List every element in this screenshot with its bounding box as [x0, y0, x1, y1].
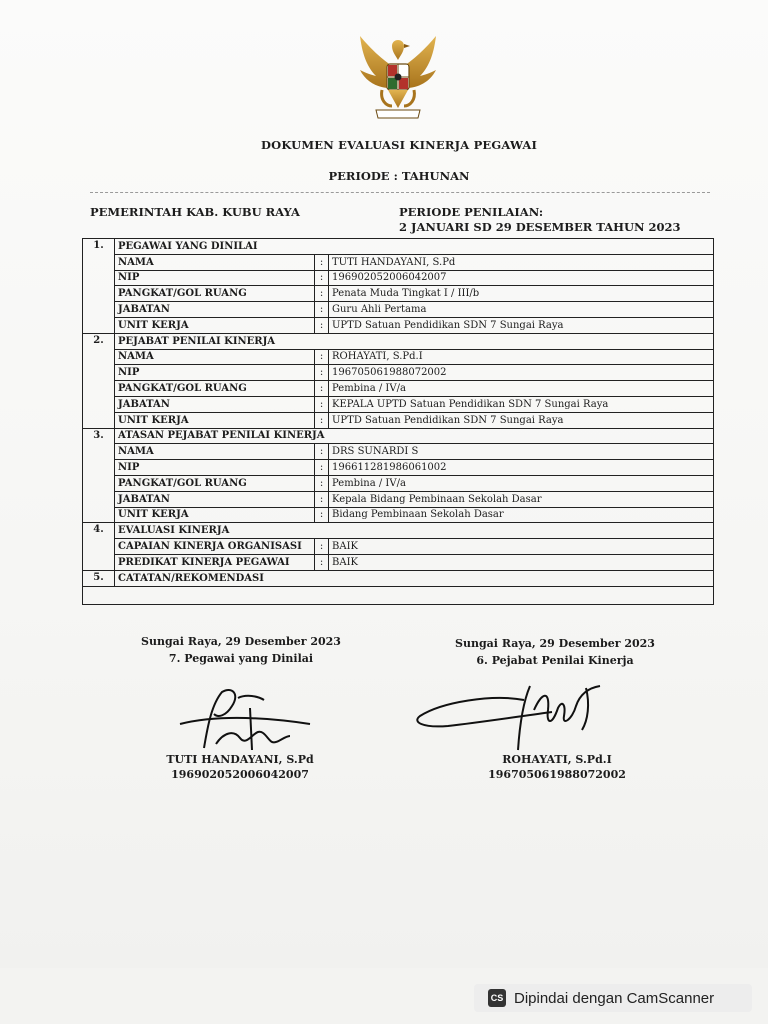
period-line: PERIODE : TAHUNAN	[328, 169, 470, 183]
field-value: KEPALA UPTD Satuan Pendidikan SDN 7 Sungai Raya	[329, 396, 714, 412]
notes-row	[83, 586, 714, 604]
field-value: UPTD Satuan Pendidikan SDN 7 Sungai Raya	[329, 317, 714, 333]
field-label: PREDIKAT KINERJA PEGAWAI	[115, 554, 315, 570]
field-label: JABATAN	[115, 396, 315, 412]
colon: :	[315, 286, 329, 302]
section-title: PEJABAT PENILAI KINERJA	[115, 333, 714, 349]
table-row	[83, 302, 714, 318]
signer-employee-info	[150, 752, 330, 782]
field-label: NIP	[115, 460, 315, 476]
field-label: NAMA	[115, 444, 315, 460]
table-row	[83, 270, 714, 286]
field-value: Kepala Bidang Pembinaan Sekolah Dasar	[329, 491, 714, 507]
signer-nip: 196902052006042007	[171, 768, 309, 781]
field-value: TUTI HANDAYANI, S.Pd	[329, 254, 714, 270]
table-row	[83, 554, 714, 570]
place-date: Sungai Raya, 29 Desember 2023	[455, 637, 655, 650]
table-row	[83, 349, 714, 365]
table-row	[83, 381, 714, 397]
field-label: NAMA	[115, 254, 315, 270]
field-value: Bidang Pembinaan Sekolah Dasar	[329, 507, 714, 523]
field-label: NIP	[115, 365, 315, 381]
garuda-emblem-icon	[352, 30, 444, 122]
table-row	[83, 475, 714, 491]
field-label: PANGKAT/GOL RUANG	[115, 475, 315, 491]
signer-nip: 196705061988072002	[488, 768, 626, 781]
table-row	[83, 254, 714, 270]
colon: :	[315, 254, 329, 270]
signature-assessor	[412, 680, 622, 756]
table-row	[83, 460, 714, 476]
table-row	[83, 412, 714, 428]
section-title: ATASAN PEJABAT PENILAI KINERJA	[115, 428, 714, 444]
assessment-period-label: PERIODE PENILAIAN:	[399, 205, 544, 219]
table-row	[83, 491, 714, 507]
field-value: Penata Muda Tingkat I / III/b	[329, 286, 714, 302]
colon: :	[315, 349, 329, 365]
notes-cell	[83, 586, 714, 604]
government-name: PEMERINTAH KAB. KUBU RAYA	[90, 205, 300, 219]
section-header-row	[83, 333, 714, 349]
colon: :	[315, 491, 329, 507]
field-value: UPTD Satuan Pendidikan SDN 7 Sungai Raya	[329, 412, 714, 428]
section-header-row	[83, 523, 714, 539]
field-value: Guru Ahli Pertama	[329, 302, 714, 318]
field-label: UNIT KERJA	[115, 507, 315, 523]
section-title: PEGAWAI YANG DINILAI	[115, 239, 714, 255]
section-number: 2.	[83, 333, 115, 428]
document-title: DOKUMEN EVALUASI KINERJA PEGAWAI	[260, 138, 538, 152]
divider	[90, 192, 710, 193]
colon: :	[315, 507, 329, 523]
field-label: UNIT KERJA	[115, 317, 315, 333]
assessment-period-value: 2 JANUARI SD 29 DESEMBER TAHUN 2023	[399, 220, 681, 234]
camscanner-logo-icon: CS	[488, 989, 506, 1007]
field-label: CAPAIAN KINERJA ORGANISASI	[115, 539, 315, 555]
camscanner-badge	[474, 984, 752, 1012]
section-title: CATATAN/REKOMENDASI	[115, 570, 714, 586]
signer-assessor-info	[462, 752, 652, 782]
field-label: JABATAN	[115, 491, 315, 507]
table-row	[83, 507, 714, 523]
signature-block-employee	[136, 633, 346, 667]
colon: :	[315, 444, 329, 460]
field-label: NIP	[115, 270, 315, 286]
table-row	[83, 396, 714, 412]
field-value: Pembina / IV/a	[329, 475, 714, 491]
signer-role: 7. Pegawai yang Dinilai	[168, 652, 314, 665]
signer-name: ROHAYATI, S.Pd.I	[502, 753, 612, 766]
signer-role: 6. Pejabat Penilai Kinerja	[476, 654, 634, 667]
signer-name: TUTI HANDAYANI, S.Pd	[166, 753, 314, 766]
evaluation-table	[82, 238, 714, 605]
field-value: 196705061988072002	[329, 365, 714, 381]
colon: :	[315, 317, 329, 333]
table-row	[83, 365, 714, 381]
section-header-row	[83, 428, 714, 444]
section-number: 1.	[83, 239, 115, 334]
field-label: PANGKAT/GOL RUANG	[115, 381, 315, 397]
colon: :	[315, 412, 329, 428]
colon: :	[315, 365, 329, 381]
field-label: NAMA	[115, 349, 315, 365]
assessment-period	[399, 205, 681, 235]
section-number: 4.	[83, 523, 115, 570]
signature-block-assessor	[448, 635, 662, 669]
field-value: DRS SUNARDI S	[329, 444, 714, 460]
signature-employee	[160, 684, 320, 756]
section-header-row	[83, 570, 714, 586]
table-row	[83, 286, 714, 302]
camscanner-text: Dipindai dengan CamScanner	[514, 989, 715, 1007]
section-number: 5.	[83, 570, 115, 586]
colon: :	[315, 554, 329, 570]
colon: :	[315, 539, 329, 555]
field-value: BAIK	[329, 554, 714, 570]
field-value: ROHAYATI, S.Pd.I	[329, 349, 714, 365]
colon: :	[315, 381, 329, 397]
table-row	[83, 317, 714, 333]
colon: :	[315, 302, 329, 318]
colon: :	[315, 396, 329, 412]
colon: :	[315, 475, 329, 491]
field-value: 196611281986061002	[329, 460, 714, 476]
field-value: 196902052006042007	[329, 270, 714, 286]
field-label: UNIT KERJA	[115, 412, 315, 428]
section-title: EVALUASI KINERJA	[115, 523, 714, 539]
section-number: 3.	[83, 428, 115, 523]
field-label: JABATAN	[115, 302, 315, 318]
field-value: BAIK	[329, 539, 714, 555]
table-row	[83, 444, 714, 460]
section-header-row	[83, 239, 714, 255]
colon: :	[315, 270, 329, 286]
colon: :	[315, 460, 329, 476]
field-value: Pembina / IV/a	[329, 381, 714, 397]
table-row	[83, 539, 714, 555]
field-label: PANGKAT/GOL RUANG	[115, 286, 315, 302]
place-date: Sungai Raya, 29 Desember 2023	[141, 635, 341, 648]
